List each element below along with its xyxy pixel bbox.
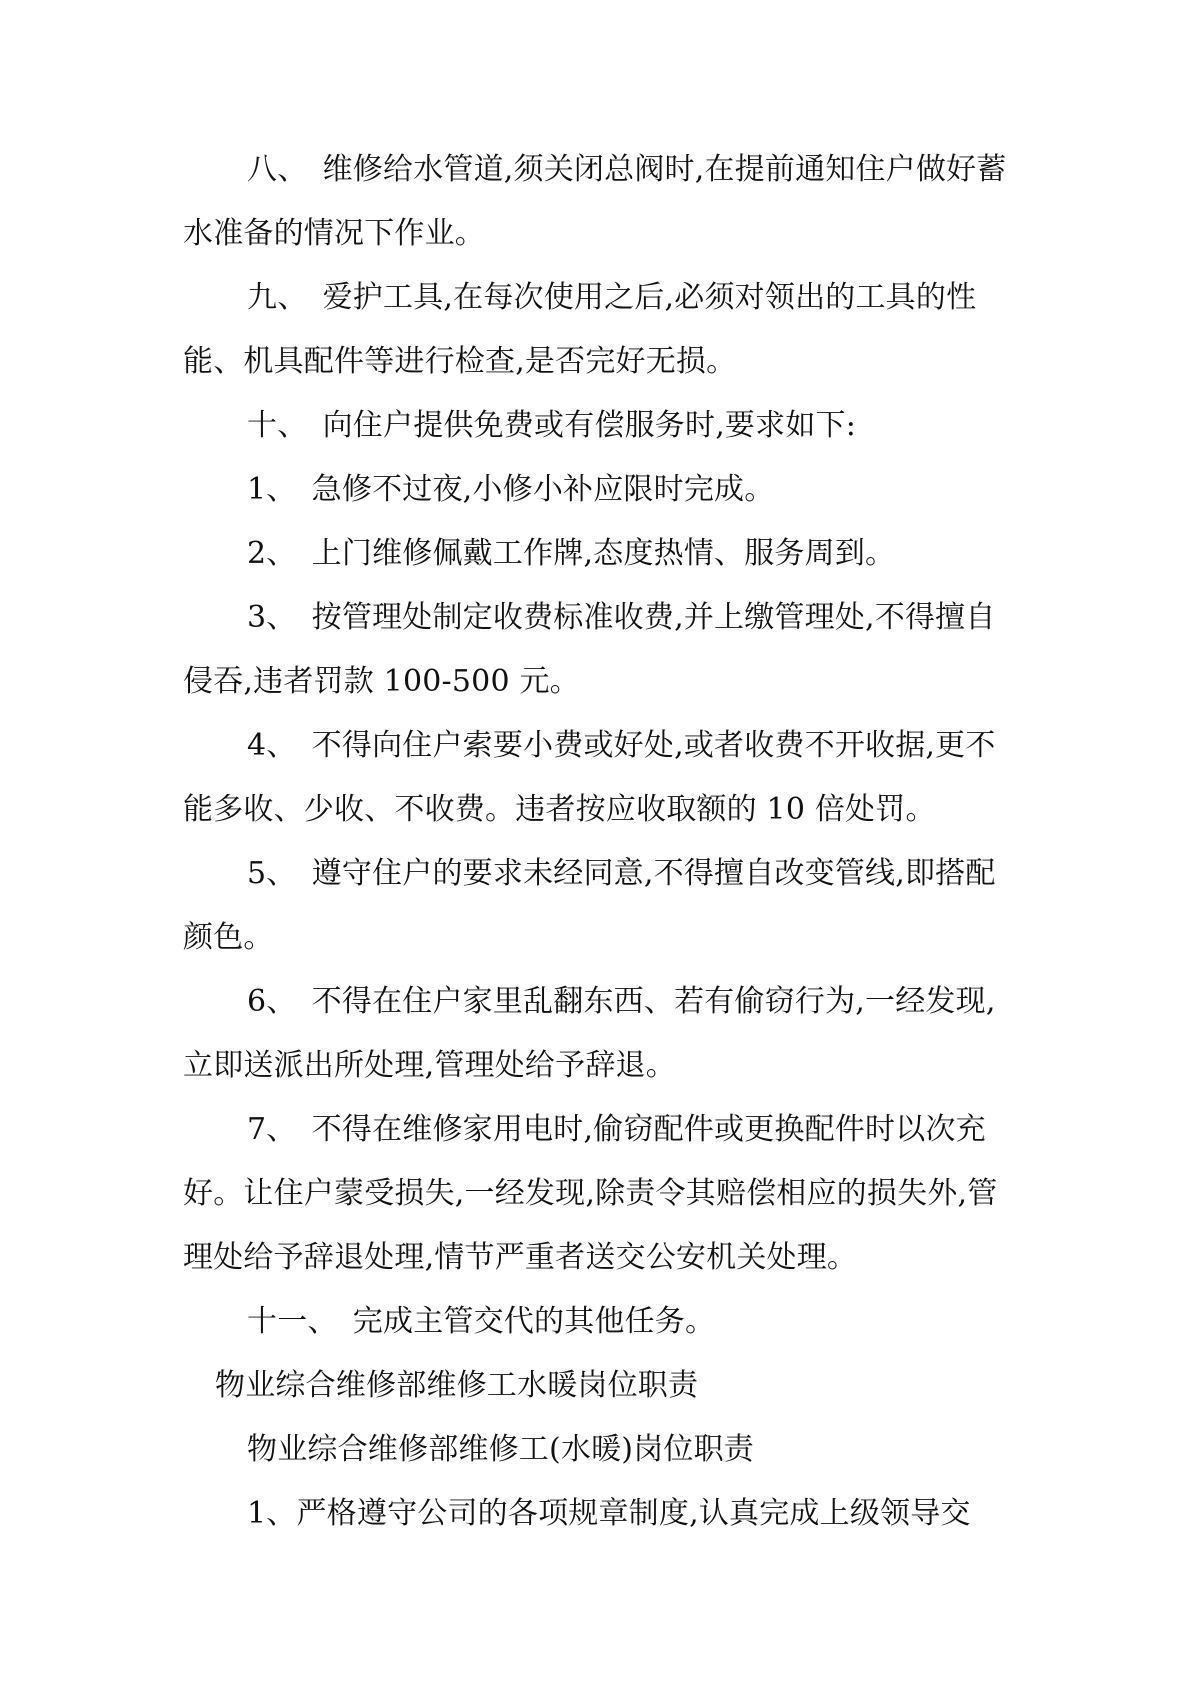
paragraph-subitem-3: 3、 按管理处制定收费标准收费,并上缴管理处,不得擅自侵吞,违者罚款 100-500 元。 <box>183 600 996 699</box>
paragraph-item-8: 八、 维修给水管道,须关闭总阀时,在提前通知住户做好蓄水准备的情况下作业。 <box>183 152 1007 251</box>
paragraph-subitem-4: 4、 不得向住户索要小费或好处,或者收费不开收据,更不能多收、少收、不收费。违者按应收取额的 10 倍处罚。 <box>183 728 996 827</box>
section-heading: 物业综合维修部维修工水暖岗位职责 <box>215 1368 699 1403</box>
paragraph-subitem-5: 5、 遵守住户的要求未经同意,不得擅自改变管线,即搭配颜色。 <box>183 856 996 955</box>
paragraph-item-11: 十一、 完成主管交代的其他任务。 <box>247 1304 716 1339</box>
paragraph-subitem-7: 7、 不得在维修家用电时,偷窃配件或更换配件时以次充好。让住户蒙受损失,一经发现,除责令其赔偿相应的损失外,管理处给予辞退处理,情节严重者送交公安机关处理。 <box>183 1112 998 1275</box>
paragraph-subitem-6: 6、 不得在住户家里乱翻东西、若有偷窃行为,一经发现,立即送派出所处理,管理处给予辞退。 <box>183 984 996 1083</box>
paragraph-subitem-1: 1、 急修不过夜,小修小补应限时完成。 <box>247 472 775 507</box>
paragraph-subitem-2: 2、 上门维修佩戴工作牌,态度热情、服务周到。 <box>247 536 896 571</box>
section-subheading: 物业综合维修部维修工(水暖)岗位职责 <box>247 1432 755 1467</box>
duty-item-1: 1、严格遵守公司的各项规章制度,认真完成上级领导交 <box>247 1496 971 1531</box>
document-body <box>183 138 1013 1546</box>
paragraph-item-9: 九、 爱护工具,在每次使用之后,必须对领出的工具的性能、机具配件等进行检查,是否完好无损。 <box>183 280 977 379</box>
paragraph-item-10: 十、 向住户提供免费或有偿服务时,要求如下: <box>247 408 857 443</box>
